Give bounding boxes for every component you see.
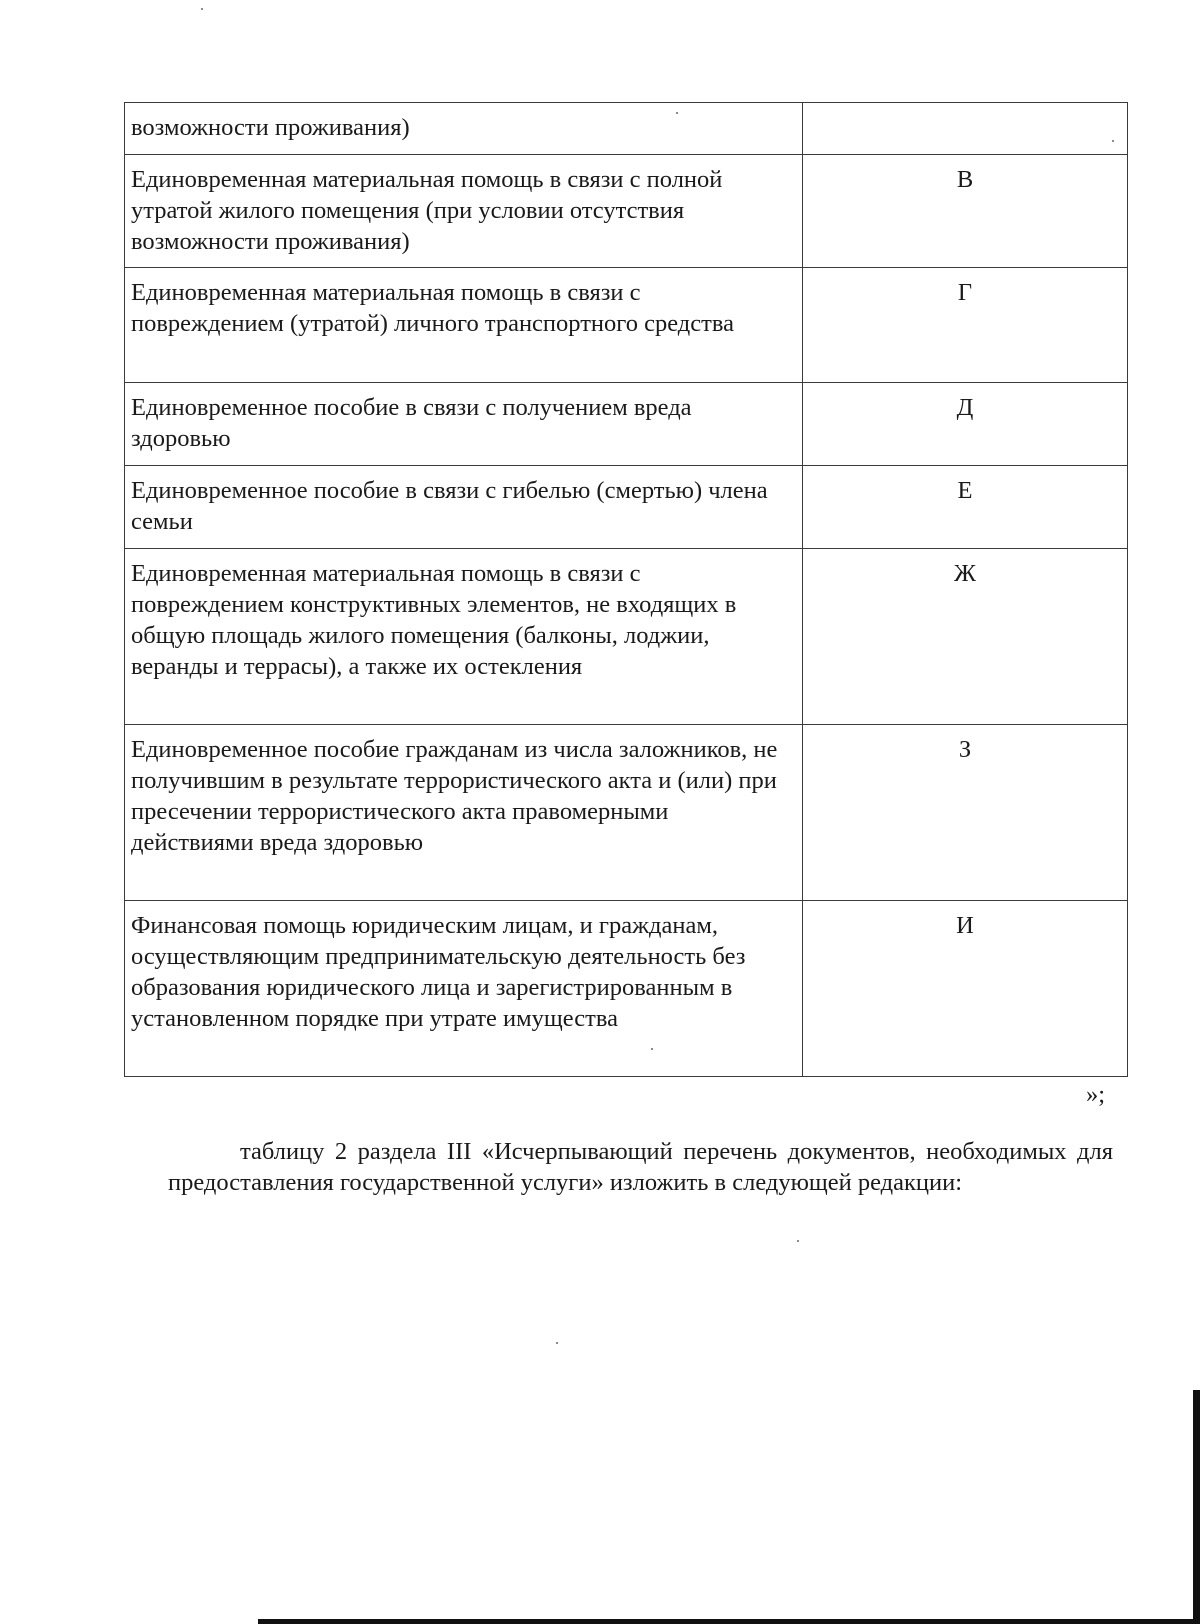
table-row [125,268,1128,383]
scan-bottom-edge [258,1619,1200,1624]
scan-speck [676,112,678,114]
benefit-code: Д [803,383,1128,466]
scan-right-edge [1193,1390,1200,1624]
benefit-code: И [803,901,1128,1077]
benefit-description: Единовременное пособие гражданам из числа заложников, не получившим в результате террористического акта и (или) при пресечении террористического акта правомерными действиями вреда здоровью [125,725,803,901]
benefit-description: Единовременное пособие в связи с гибелью (смертью) члена семьи [125,466,803,549]
scan-speck [1112,140,1114,142]
scan-speck [201,8,203,10]
table-row [125,466,1128,549]
benefit-description: возможности проживания) [125,103,803,155]
benefit-code: Г [803,268,1128,383]
closing-quote: »; [1086,1081,1106,1108]
benefit-code: Ж [803,549,1128,725]
benefit-code: З [803,725,1128,901]
scan-speck [651,1048,653,1050]
benefit-description: Единовременное пособие в связи с получением вреда здоровью [125,383,803,466]
benefit-code [803,103,1128,155]
benefit-description: Единовременная материальная помощь в связи с повреждением конструктивных элементов, не входящих в общую площадь жилого помещения (балконы, лоджии, веранды и террасы), а также их остекления [125,549,803,725]
benefits-table-body [125,103,1128,1077]
table-row [125,549,1128,725]
benefit-description: Единовременная материальная помощь в связи с полной утратой жилого помещения (при условии отсутствия возможности проживания) [125,155,803,268]
benefit-description: Единовременная материальная помощь в связи с повреждением (утратой) личного транспортного средства [125,268,803,383]
table-row [125,103,1128,155]
benefit-description: Финансовая помощь юридическим лицам, и гражданам, осуществляющим предпринимательскую деятельность без образования юридического лица и зарегистрированным в установленном порядке при утрате имущества [125,901,803,1077]
benefit-code: Е [803,466,1128,549]
table-row [125,725,1128,901]
benefit-code: В [803,155,1128,268]
table-row [125,155,1128,268]
amendment-paragraph: таблицу 2 раздела III «Исчерпывающий перечень документов, необходимых для предоставления государственной услуги» изложить в следующей редакции: [168,1137,1113,1196]
table-row [125,383,1128,466]
scan-speck [556,1342,558,1344]
table-row [125,901,1128,1077]
benefits-table [124,102,1128,1077]
scan-speck [797,1240,799,1242]
